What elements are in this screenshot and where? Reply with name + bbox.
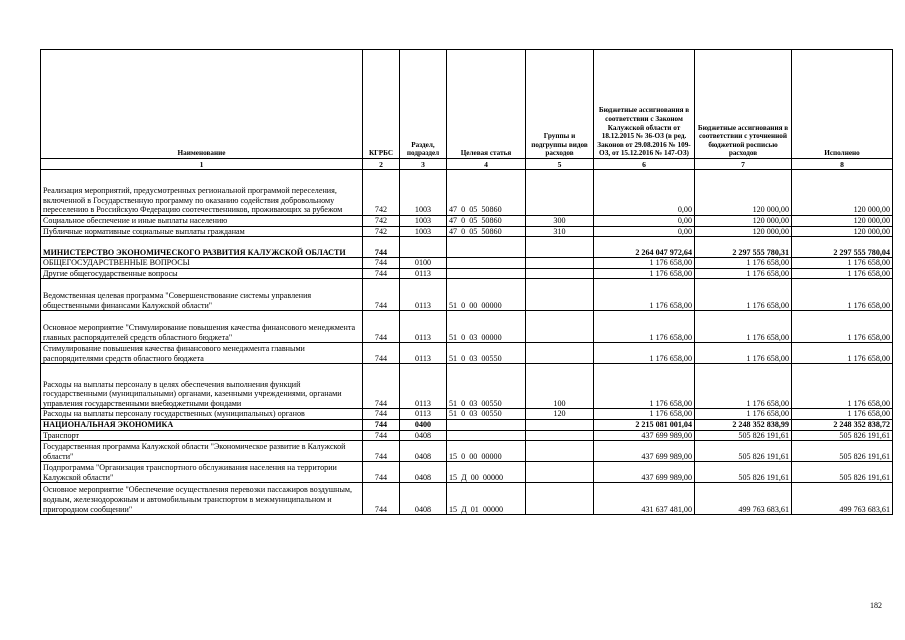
row-kgrbs: 744 [363,483,400,515]
row-executed: 505 826 191,61 [792,430,893,441]
table-row [41,419,893,430]
row-name: Расходы на выплаты персоналу в целях обеспечения выполнения функций государственными (муниципальными) органами, казенными учреждениями, органами управления государственными внебюджетными фондами [41,364,363,409]
table-row [41,441,893,462]
row-law-allocation: 1 176 658,00 [594,268,695,279]
column-number: 8 [792,159,893,170]
row-section: 0113 [400,268,447,279]
row-executed: 1 176 658,00 [792,409,893,420]
row-target [447,268,526,279]
row-revised-allocation: 1 176 658,00 [695,311,792,343]
row-section: 0113 [400,311,447,343]
row-revised-allocation: 1 176 658,00 [695,343,792,364]
row-name: Транспорт [41,430,363,441]
row-section: 0113 [400,364,447,409]
row-law-allocation: 1 176 658,00 [594,409,695,420]
row-law-allocation: 1 176 658,00 [594,343,695,364]
row-law-allocation: 437 699 989,00 [594,430,695,441]
row-executed: 499 763 683,61 [792,483,893,515]
row-kgrbs: 744 [363,441,400,462]
row-law-allocation: 1 176 658,00 [594,258,695,269]
row-group [526,419,594,430]
row-executed: 1 176 658,00 [792,343,893,364]
column-number: 4 [447,159,526,170]
table-row [41,170,893,216]
row-kgrbs: 742 [363,226,400,237]
row-executed: 120 000,00 [792,170,893,216]
row-executed: 120 000,00 [792,226,893,237]
row-executed: 1 176 658,00 [792,364,893,409]
row-kgrbs: 744 [363,311,400,343]
column-number: 1 [41,159,363,170]
row-revised-allocation: 120 000,00 [695,170,792,216]
table-row [41,216,893,227]
row-executed: 1 176 658,00 [792,311,893,343]
row-law-allocation: 2 264 047 972,64 [594,237,695,258]
row-target: 47 0 05 50860 [447,216,526,227]
row-target [447,258,526,269]
table-row [41,279,893,311]
row-kgrbs: 744 [363,364,400,409]
row-target [447,419,526,430]
row-section: 1003 [400,170,447,216]
row-law-allocation: 0,00 [594,170,695,216]
table-row [41,311,893,343]
row-group [526,237,594,258]
row-group [526,268,594,279]
row-revised-allocation: 505 826 191,61 [695,462,792,483]
row-law-allocation: 1 176 658,00 [594,364,695,409]
table-row [41,237,893,258]
header-row [41,50,893,159]
row-revised-allocation: 505 826 191,61 [695,441,792,462]
row-name: МИНИСТЕРСТВО ЭКОНОМИЧЕСКОГО РАЗВИТИЯ КАЛУЖСКОЙ ОБЛАСТИ [41,237,363,258]
row-target: 15 Д 00 00000 [447,462,526,483]
row-target: 47 0 05 50860 [447,226,526,237]
column-number: 3 [400,159,447,170]
row-group [526,311,594,343]
row-law-allocation: 2 215 081 001,04 [594,419,695,430]
row-kgrbs: 744 [363,462,400,483]
row-target: 51 0 03 00550 [447,364,526,409]
row-section: 0100 [400,258,447,269]
row-law-allocation: 0,00 [594,216,695,227]
header-section: Раздел, подраздел [400,50,447,159]
row-kgrbs: 744 [363,409,400,420]
budget-table [40,49,893,515]
row-section: 0408 [400,483,447,515]
header-groups: Группы и подгруппы видов расходов [526,50,594,159]
row-section: 0113 [400,409,447,420]
row-executed: 1 176 658,00 [792,268,893,279]
row-group: 310 [526,226,594,237]
row-revised-allocation: 1 176 658,00 [695,279,792,311]
page-number: 182 [870,601,882,610]
row-section: 1003 [400,216,447,227]
row-target: 51 0 03 00550 [447,409,526,420]
row-kgrbs: 744 [363,419,400,430]
row-section: 0408 [400,462,447,483]
table-row [41,343,893,364]
row-kgrbs: 744 [363,268,400,279]
table-row [41,364,893,409]
row-executed: 505 826 191,61 [792,462,893,483]
column-number: 5 [526,159,594,170]
row-section: 1003 [400,226,447,237]
row-name: Социальное обеспечение и иные выплаты населению [41,216,363,227]
row-kgrbs: 744 [363,237,400,258]
row-revised-allocation: 120 000,00 [695,226,792,237]
row-group: 300 [526,216,594,227]
row-name: Публичные нормативные социальные выплаты гражданам [41,226,363,237]
row-name: Подпрограмма "Организация транспортного обслуживания населения на территории Калужской области" [41,462,363,483]
row-kgrbs: 744 [363,258,400,269]
row-kgrbs: 742 [363,216,400,227]
row-target: 51 0 03 00550 [447,343,526,364]
table-row [41,462,893,483]
row-section: 0113 [400,279,447,311]
row-target: 15 Д 01 00000 [447,483,526,515]
row-group [526,279,594,311]
header-executed: Исполнено [792,50,893,159]
row-revised-allocation: 2 297 555 780,31 [695,237,792,258]
row-group: 100 [526,364,594,409]
row-kgrbs: 744 [363,279,400,311]
row-revised-allocation: 505 826 191,61 [695,430,792,441]
table-row [41,258,893,269]
table-row [41,430,893,441]
row-name: Основное мероприятие "Стимулирование повышения качества финансового менеджмента главных распорядителей средств областного бюджета" [41,311,363,343]
row-name: НАЦИОНАЛЬНАЯ ЭКОНОМИКА [41,419,363,430]
row-law-allocation: 0,00 [594,226,695,237]
row-name: Реализация мероприятий, предусмотренных региональной программой переселения, включенной в Государственную программу по оказанию содействия добровольному переселению в Российскую Федерацию соотечественников, проживающих за рубежом [41,170,363,216]
row-group [526,343,594,364]
row-section: 0408 [400,441,447,462]
row-name: Другие общегосударственные вопросы [41,268,363,279]
row-section [400,237,447,258]
column-number: 6 [594,159,695,170]
row-name: Государственная программа Калужской области "Экономическое развитие в Калужской области" [41,441,363,462]
row-group [526,258,594,269]
row-section: 0408 [400,430,447,441]
row-group [526,441,594,462]
row-name: Основное мероприятие "Обеспечение осуществления перевозки пассажиров воздушным, водным, железнодорожным и автомобильным транспортом в межмуниципальном и пригородном сообщении" [41,483,363,515]
row-group [526,483,594,515]
row-target: 51 0 00 00000 [447,279,526,311]
row-executed: 2 297 555 780,04 [792,237,893,258]
row-law-allocation: 437 699 989,00 [594,462,695,483]
table-row [41,226,893,237]
row-kgrbs: 744 [363,343,400,364]
row-group [526,170,594,216]
row-target: 15 0 00 00000 [447,441,526,462]
table-row [41,409,893,420]
row-revised-allocation: 1 176 658,00 [695,268,792,279]
header-name: Наименование [41,50,363,159]
row-name: ОБЩЕГОСУДАРСТВЕННЫЕ ВОПРОСЫ [41,258,363,269]
row-revised-allocation: 1 176 658,00 [695,258,792,269]
row-section: 0113 [400,343,447,364]
row-revised-allocation: 1 176 658,00 [695,364,792,409]
table-row [41,268,893,279]
row-executed: 1 176 658,00 [792,279,893,311]
row-executed: 120 000,00 [792,216,893,227]
row-executed: 505 826 191,61 [792,441,893,462]
row-target [447,237,526,258]
row-name: Расходы на выплаты персоналу государственных (муниципальных) органов [41,409,363,420]
row-target: 51 0 03 00000 [447,311,526,343]
row-revised-allocation: 1 176 658,00 [695,409,792,420]
row-name: Ведомственная целевая программа "Совершенствование системы управления общественными финансами Калужской области" [41,279,363,311]
column-number: 2 [363,159,400,170]
row-executed: 2 248 352 838,72 [792,419,893,430]
row-law-allocation: 1 176 658,00 [594,311,695,343]
row-target [447,430,526,441]
row-law-allocation: 1 176 658,00 [594,279,695,311]
row-kgrbs: 742 [363,170,400,216]
header-kgrbs: КГРБС [363,50,400,159]
row-revised-allocation: 120 000,00 [695,216,792,227]
row-revised-allocation: 2 248 352 838,99 [695,419,792,430]
row-target: 47 0 05 50860 [447,170,526,216]
header-target: Целевая статья [447,50,526,159]
row-name: Стимулирование повышения качества финансового менеджмента главными распорядителями средств областного бюджета [41,343,363,364]
row-group [526,430,594,441]
row-kgrbs: 744 [363,430,400,441]
table-row [41,483,893,515]
header-law-allocations: Бюджетные ассигнования в соответствии с Законом Калужской области от 18.12.2015 № 36-ОЗ (в ред. Законов от 29.08.2016 № 109-ОЗ, от 15.12.2016 № 147-ОЗ) [594,50,695,159]
row-group: 120 [526,409,594,420]
row-executed: 1 176 658,00 [792,258,893,269]
header-revised-allocations: Бюджетные ассигнования в соответствии с уточненной бюджетной росписью расходов [695,50,792,159]
row-law-allocation: 431 637 481,00 [594,483,695,515]
row-law-allocation: 437 699 989,00 [594,441,695,462]
row-group [526,462,594,483]
column-number-row [41,159,893,170]
column-number: 7 [695,159,792,170]
row-section: 0400 [400,419,447,430]
row-revised-allocation: 499 763 683,61 [695,483,792,515]
